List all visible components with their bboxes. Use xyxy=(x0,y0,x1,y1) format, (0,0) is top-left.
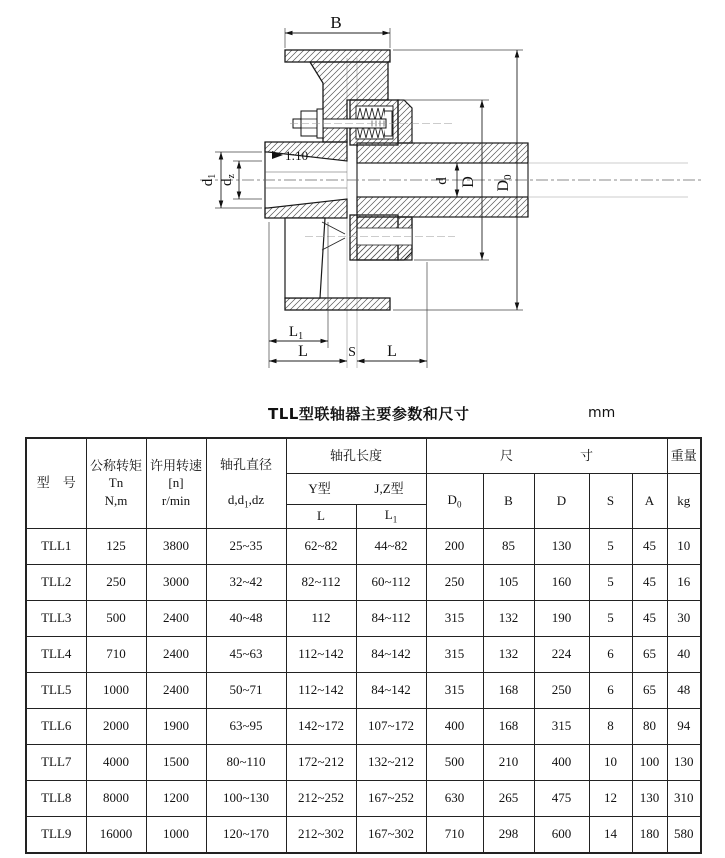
table-cell: 45~63 xyxy=(206,636,286,672)
table-cell: 112~142 xyxy=(286,636,356,672)
table-row xyxy=(26,672,701,708)
col-header-kg: kg xyxy=(667,473,701,528)
table-cell: 190 xyxy=(534,600,589,636)
bore-line2: $d,d_1,dz$ xyxy=(227,491,265,510)
table-cell: 6 xyxy=(589,672,632,708)
table-cell: TLL2 xyxy=(26,564,86,600)
unit-label: mm xyxy=(588,405,616,421)
dimension-S xyxy=(333,345,371,361)
table-cell: TLL1 xyxy=(26,528,86,564)
table-cell: 82~112 xyxy=(286,564,356,600)
table-cell: 3000 xyxy=(146,564,206,600)
table-cell: 265 xyxy=(483,780,534,816)
table-cell: 1900 xyxy=(146,708,206,744)
table-cell: 400 xyxy=(534,744,589,780)
brake-wheel-rim-top xyxy=(285,50,390,62)
table-cell: 400 xyxy=(426,708,483,744)
col-header-hole-types xyxy=(286,473,426,504)
table-cell: 8 xyxy=(589,708,632,744)
table-cell: 105 xyxy=(483,564,534,600)
table-cell: 32~42 xyxy=(206,564,286,600)
col-header-L: L xyxy=(286,504,356,528)
table-cell: TLL4 xyxy=(26,636,86,672)
table-cell: 16 xyxy=(667,564,701,600)
table-cell: 62~82 xyxy=(286,528,356,564)
table-cell: 600 xyxy=(534,816,589,853)
table-cell: 65 xyxy=(632,636,667,672)
col-header-speed xyxy=(146,438,206,528)
table-row xyxy=(26,780,701,816)
table-cell: 12 xyxy=(589,780,632,816)
wheel-web-lower-view xyxy=(285,218,325,298)
table-row xyxy=(26,816,701,853)
bolt-shaft xyxy=(323,119,386,128)
table-cell: 125 xyxy=(86,528,146,564)
y-type-label: Y型 xyxy=(308,480,331,496)
table-cell: TLL6 xyxy=(26,708,86,744)
table-cell: 172~212 xyxy=(286,744,356,780)
table-cell: 48 xyxy=(667,672,701,708)
table-cell: 16000 xyxy=(86,816,146,853)
col-header-bore-diameter xyxy=(206,438,286,528)
table-cell: 167~302 xyxy=(356,816,426,853)
dimension-L-right xyxy=(357,262,427,368)
table-cell: 2400 xyxy=(146,600,206,636)
table-cell: 168 xyxy=(483,672,534,708)
col-header-D0: $D_0$ xyxy=(426,473,483,528)
header-row-1 xyxy=(26,438,701,473)
table-cell: 224 xyxy=(534,636,589,672)
table-cell: 500 xyxy=(426,744,483,780)
table-cell: 212~252 xyxy=(286,780,356,816)
right-hub-sleeve-top xyxy=(357,143,528,163)
torque-line3: N,m xyxy=(104,493,128,509)
table-cell: 630 xyxy=(426,780,483,816)
speed-line1: 许用转速 xyxy=(149,457,202,473)
table-cell: 500 xyxy=(86,600,146,636)
table-cell: 475 xyxy=(534,780,589,816)
col-header-B: B xyxy=(483,473,534,528)
torque-line1: 公称转矩 xyxy=(89,457,142,473)
table-cell: 45 xyxy=(632,600,667,636)
table-cell: 40~48 xyxy=(206,600,286,636)
table-row xyxy=(26,600,701,636)
table-cell: 40 xyxy=(667,636,701,672)
countersink-line-lower xyxy=(322,238,345,250)
dim-label-L-right: L xyxy=(387,343,397,360)
table-cell: 132 xyxy=(483,636,534,672)
table-cell: 85 xyxy=(483,528,534,564)
col-header-S: S xyxy=(589,473,632,528)
table-cell: 100~130 xyxy=(206,780,286,816)
col-header-L1: $L_1$ xyxy=(356,504,426,528)
table-cell: 94 xyxy=(667,708,701,744)
table-cell: 130 xyxy=(534,528,589,564)
table-body xyxy=(26,528,701,853)
table-cell: 63~95 xyxy=(206,708,286,744)
parameters-table xyxy=(25,437,702,854)
table-cell: 710 xyxy=(86,636,146,672)
size-char-left: 尺 xyxy=(499,447,513,463)
table-cell: TLL3 xyxy=(26,600,86,636)
table-cell: 84~142 xyxy=(356,636,426,672)
dim-label-dz: $d_z$ xyxy=(219,174,237,186)
table-cell: 315 xyxy=(534,708,589,744)
table-cell: 5 xyxy=(589,528,632,564)
table-cell: 120~170 xyxy=(206,816,286,853)
table-cell: 6 xyxy=(589,636,632,672)
speed-line3: r/min xyxy=(161,493,191,509)
table-cell: 107~172 xyxy=(356,708,426,744)
table-cell: 80 xyxy=(632,708,667,744)
table-cell: 1200 xyxy=(146,780,206,816)
table-cell: 14 xyxy=(589,816,632,853)
dim-label-D0: D0 xyxy=(495,174,514,192)
table-cell: 210 xyxy=(483,744,534,780)
table-cell: 710 xyxy=(426,816,483,853)
table-cell: TLL8 xyxy=(26,780,86,816)
table-cell: 132~212 xyxy=(356,744,426,780)
dim-label-B: B xyxy=(330,13,342,32)
dim-label-d: d xyxy=(434,177,450,185)
table-cell: 580 xyxy=(667,816,701,853)
table-cell: 100 xyxy=(632,744,667,780)
table-cell: 50~71 xyxy=(206,672,286,708)
speed-line2: [n] xyxy=(168,475,184,491)
table-cell: 45 xyxy=(632,528,667,564)
table-cell: 8000 xyxy=(86,780,146,816)
dimension-B xyxy=(285,13,390,48)
table-cell: 84~112 xyxy=(356,600,426,636)
table-cell: 65 xyxy=(632,672,667,708)
dim-label-D: D xyxy=(460,176,477,188)
table-cell: 250 xyxy=(534,672,589,708)
countersink-line-upper xyxy=(322,222,345,234)
table-cell: 3800 xyxy=(146,528,206,564)
dim-label-L-left: L xyxy=(298,343,308,360)
table-cell: 167~252 xyxy=(356,780,426,816)
table-cell: TLL5 xyxy=(26,672,86,708)
table-cell: 10 xyxy=(589,744,632,780)
table-cell: 315 xyxy=(426,636,483,672)
torque-line2: Tn xyxy=(108,475,124,491)
table-cell: 250 xyxy=(86,564,146,600)
col-header-torque xyxy=(86,438,146,528)
col-header-weight: 重量 xyxy=(667,438,701,473)
table-cell: 84~142 xyxy=(356,672,426,708)
jz-type-label: J,Z型 xyxy=(374,480,404,496)
table-cell: 250 xyxy=(426,564,483,600)
table-cell: TLL7 xyxy=(26,744,86,780)
table-cell: 142~172 xyxy=(286,708,356,744)
col-header-dimensions xyxy=(426,438,667,473)
table-row xyxy=(26,744,701,780)
table-cell: 112~142 xyxy=(286,672,356,708)
table-cell: 2000 xyxy=(86,708,146,744)
table-cell: 168 xyxy=(483,708,534,744)
page-title: TLL型联轴器主要参数和尺寸 xyxy=(268,405,470,423)
table-cell: 44~82 xyxy=(356,528,426,564)
table-cell: 2400 xyxy=(146,672,206,708)
dim-label-L1: $L_1$ xyxy=(288,324,304,342)
table-row xyxy=(26,708,701,744)
col-header-bore-length: 轴孔长度 xyxy=(286,438,426,473)
dim-label-d1: $d_1$ xyxy=(200,173,218,187)
table-cell: 1500 xyxy=(146,744,206,780)
table-cell: 132 xyxy=(483,600,534,636)
col-header-model: 型 号 xyxy=(26,438,86,528)
table-row xyxy=(26,528,701,564)
table-cell: 25~35 xyxy=(206,528,286,564)
table-cell: 310 xyxy=(667,780,701,816)
size-char-right: 寸 xyxy=(579,447,593,463)
table-cell: 10 xyxy=(667,528,701,564)
taper-label: 1:10 xyxy=(285,148,309,163)
dimension-L-left xyxy=(269,343,347,361)
right-flange-chamfer-top xyxy=(398,100,412,143)
bore-line1: 轴孔直径 xyxy=(219,456,272,472)
table-cell: TLL9 xyxy=(26,816,86,853)
table-cell: 130 xyxy=(632,780,667,816)
table-cell: 1000 xyxy=(146,816,206,853)
table-cell: 45 xyxy=(632,564,667,600)
right-hub-sleeve-bottom xyxy=(357,197,528,217)
table-cell: 112 xyxy=(286,600,356,636)
table-cell: 30 xyxy=(667,600,701,636)
brake-wheel-rim-bottom xyxy=(285,298,390,310)
table-cell: 212~302 xyxy=(286,816,356,853)
table-cell: 2400 xyxy=(146,636,206,672)
table-cell: 130 xyxy=(667,744,701,780)
col-header-A: A xyxy=(632,473,667,528)
col-header-D: D xyxy=(534,473,589,528)
table-cell: 315 xyxy=(426,600,483,636)
dimension-dz xyxy=(219,161,262,199)
table-cell: 5 xyxy=(589,600,632,636)
left-hub-bottom xyxy=(265,199,347,218)
table-row xyxy=(26,564,701,600)
table-cell: 160 xyxy=(534,564,589,600)
coupling-section-drawing xyxy=(0,0,725,398)
table-cell: 60~112 xyxy=(356,564,426,600)
table-cell: 200 xyxy=(426,528,483,564)
dim-label-S: S xyxy=(348,345,356,360)
table-cell: 1000 xyxy=(86,672,146,708)
table-cell: 315 xyxy=(426,672,483,708)
table-cell: 5 xyxy=(589,564,632,600)
table-cell: 180 xyxy=(632,816,667,853)
table-cell: 80~110 xyxy=(206,744,286,780)
table-cell: 298 xyxy=(483,816,534,853)
table-row xyxy=(26,636,701,672)
table-cell: 4000 xyxy=(86,744,146,780)
